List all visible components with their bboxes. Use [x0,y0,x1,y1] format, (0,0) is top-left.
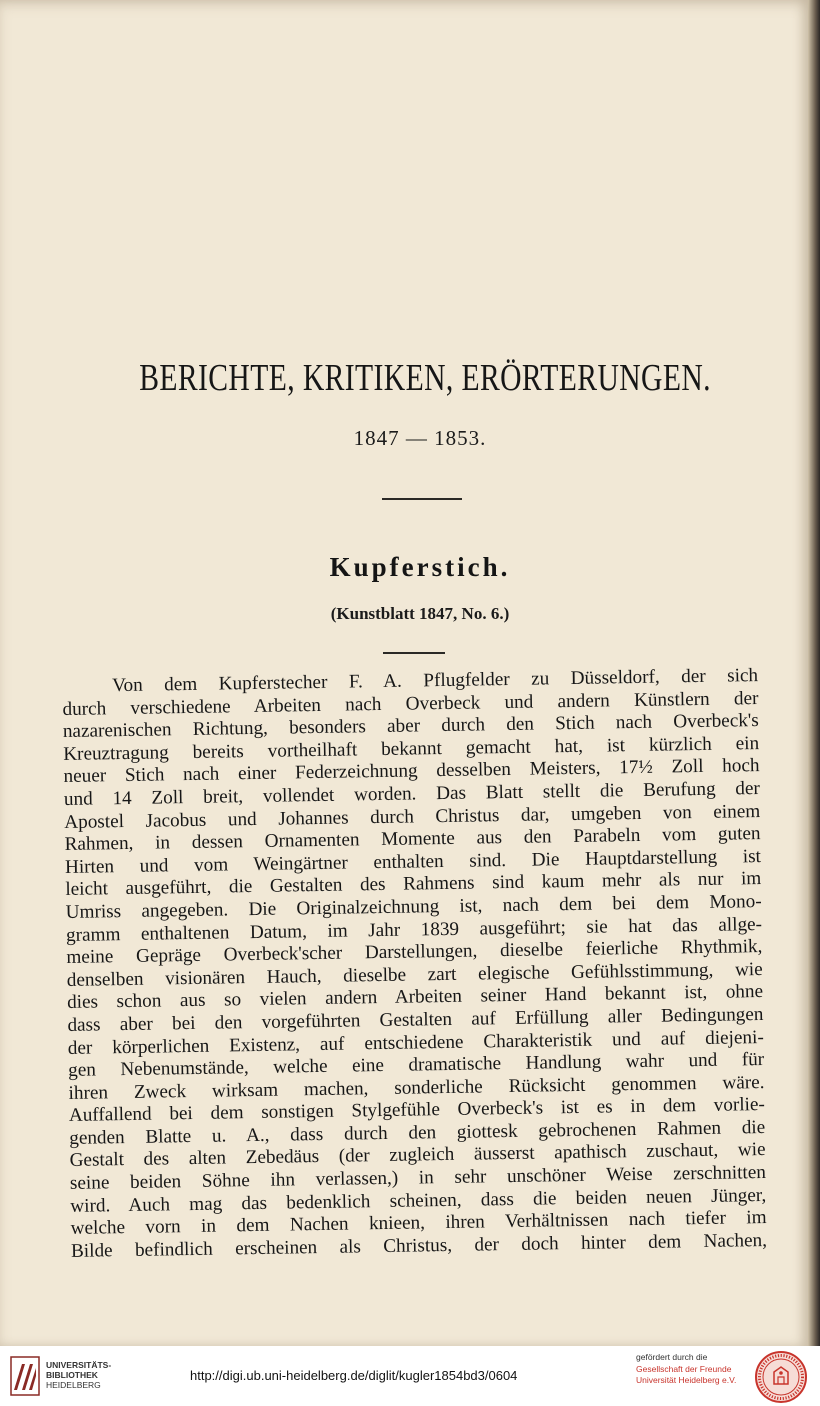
body-line: Rahmen, in dessen Ornamenten Momente aus den Parabeln vom guten [64,823,761,856]
body-line: dass aber bei den vorgeführten Gestalten auf Erfüllung aller Bedingungen [67,1003,764,1036]
article-title: Kupferstich. [329,552,511,582]
sponsor-name-line: Gesellschaft der Freunde [636,1363,732,1374]
body-line: dies schon aus so vielen andern Arbeiten seiner Hand bekannt ist, ohne [66,981,764,1014]
body-line: genden Blatte u. A., dass durch den giottesk gebrochenen Rahmen die [69,1116,766,1149]
body-line: seine beiden Söhne ihn verlassen,) in sehr unschöner Weise zerschnitten [69,1162,767,1194]
library-name [46,1360,111,1390]
library-name-line: HEIDELBERG [46,1380,101,1390]
sponsor-name-line: Universität Heidelberg e.V. [636,1375,737,1385]
body-line: Kreuztragung bereits vortheilhaft bekannt gemacht hat, ist kürzlich ein [63,732,760,765]
body-line: gen Nebenumstände, welche eine dramatische Handlung wahr und für [68,1049,765,1082]
body-line: Apostel Jacobus und Johannes durch Christus dar, umgeben von einem [64,800,761,833]
body-line: ihren Zweck wirksam machen, sonderliche Rücksicht genommen wäre. [68,1071,765,1104]
body-line: nazarenischen Richtung, besonders aber durch den Stich nach Overbeck's [62,710,759,743]
body-line: wird. Auch mag das bedenklich scheinen, dass die beiden neuen Jünger, [70,1184,767,1217]
body-line: gramm enthaltenen Datum, im Jahr 1839 ausgeführt; sie hat das allge- [65,913,763,946]
sponsor-credit [636,1352,752,1387]
body-line: und 14 Zoll breit, vollendet worden. Das Blatt stellt die Berufung der [63,778,761,810]
year-range: 1847 — 1853. [353,426,487,450]
body-line: neuer Stich nach einer Federzeichnung desselben Meisters, 17½ Zoll hoch [63,755,760,788]
body-line: Von dem Kupferstecher F. A. Pflugfelder zu Düsseldorf, der sich [111,665,759,697]
book-spine-edge [808,0,820,1346]
body-line: denselben visionären Hauch, dieselbe zart elegische Gefühlsstimmung, wie [66,958,763,991]
ornamental-rule [383,652,445,654]
library-name-line: BIBLIOTHEK [46,1370,98,1380]
body-text [62,665,767,1263]
ornamental-rule [382,498,462,500]
section-title: BERICHTE, KRITIKEN, ERÖRTERUNGEN. [139,357,711,399]
university-seal-icon [754,1350,808,1404]
body-line: meine Gepräge Overbeck'scher Darstellungen, dieselbe feierliche Rhythmik, [66,936,763,969]
body-line: Bilde befindlich erscheinen als Christus, der doch hinter dem Nachen, [70,1229,768,1262]
library-logo-icon [10,1356,40,1396]
body-line: der körperlichen Existenz, auf entschiedene Charakteristik und auf diejeni- [67,1026,764,1059]
body-line: Auffallend bei dem sonstigen Stylgefühle Overbeck's ist es in dem vorlie- [68,1094,765,1127]
article-source: (Kunstblatt 1847, No. 6.) [330,604,510,623]
body-line: Hirten und vom Weingärtner enthalten sind. Die Hauptdarstellung ist [64,845,762,878]
body-line: durch verschiedene Arbeiten nach Overbeck und andern Künstlern der [62,687,759,720]
body-line: Gestalt des alten Zebedäus (der zugleich äusserst apathisch zuschaut, wie [69,1139,766,1172]
library-name-line: UNIVERSITÄTS- [46,1360,112,1370]
permalink-url[interactable]: http://digi.ub.uni-heidelberg.de/diglit/kugler1854bd3/0604 [190,1368,518,1383]
body-line: Umriss angegeben. Die Originalzeichnung ist, nach dem bei dem Mono- [65,890,762,923]
body-line: leicht ausgeführt, die Gestalten des Rahmens sind kaum mehr als nur im [65,868,762,901]
body-line: welche vorn in dem Nachen knieen, ihren Verhältnissen nach tiefer im [70,1207,767,1240]
sponsor-intro: gefördert durch die [636,1352,708,1362]
viewer-footer [0,1346,820,1406]
